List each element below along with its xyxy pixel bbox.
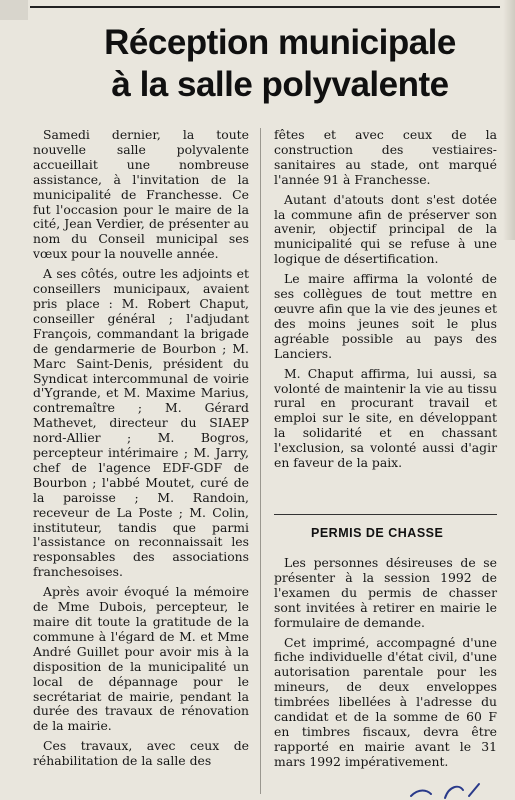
section-rule <box>274 514 497 515</box>
section-body <box>274 556 497 775</box>
article-paragraph: Ces travaux, avec ceux de réhabilitation de la salle des <box>33 738 249 769</box>
article-paragraph: Autant d'atouts dont s'est dotée la commune afin de préserver son avenir, objectif principal de la municipalité qui se refuse à une logique de désertification. <box>274 191 497 267</box>
article-column-right <box>274 128 497 476</box>
section-paragraph: Cet imprimé, accompagné d'une fiche individuelle d'état civil, d'une autorisation parentale pour les mineurs, de deux enveloppes timbrées libellées à l'adresse du candidat et de la somme de 60 F en timbres fiscaux, devra être rapporté en mairie avant le 31 mars 1992 impérativement. <box>274 634 497 769</box>
section-paragraph: Les personnes désireuses de se présenter à la session 1992 de l'examen du permis de chasser sont invitées à retirer en mairie le formulaire de demande. <box>274 555 497 630</box>
article-paragraph: A ses côtés, outre les adjoints et conseillers municipaux, avaient pris place : M. Robert Chaput, conseiller général ; l'adjudant François, commandant la brigade de gendarmerie de Bourbon ; M. Marc Saint-Denis, président du Syndicat intercommunal de voirie d'Ygrande, et M. Maxime Marius, contremaître ; M. Gérard Mathevet, directeur du SIAEP nord-Allier ; M. Bogros, percepteur intérimaire ; M. Jarry, chef de l'agence EDF-GDF de Bourbon ; l'abbé Moutet, curé de la paroisse ; M. Randoin, receveur de La Poste ; M. Colin, instituteur, tandis que parmi l'assistance on reconnaissait les responsables des associations franchesoises. <box>33 266 249 580</box>
headline-line-1: Réception municipale <box>104 23 456 62</box>
article-paragraph: Le maire affirma la volonté de ses collègues de tout mettre en œuvre afin que la vie des jeunes et des moins jeunes soit le plus agréable possible au pays des Lanciers. <box>274 271 497 361</box>
adjacent-column-fragment <box>503 0 515 240</box>
top-rule <box>30 6 500 8</box>
adjacent-article-fragment <box>0 0 28 20</box>
article-paragraph: Samedi dernier, la toute nouvelle salle polyvalente accueillait une nombreuse assistance, à l'invitation de la municipalité de Franchesse. Ce fut l'occasion pour le maire de la cité, Jean Verdier, de présenter au nom du Conseil municipal ses vœux pour la nouvelle année. <box>33 127 249 262</box>
ink-mark <box>405 778 485 800</box>
article-paragraph: M. Chaput affirma, lui aussi, sa volonté de maintenir la vie au tissu rural en procurant travail et emploi sur le site, en développant la solidarité et en chassant l'exclusion, sa volonté aussi d'agir en faveur de la paix. <box>274 365 497 471</box>
headline-line-2: à la salle polyvalente <box>111 65 449 104</box>
article-column-left <box>33 128 249 774</box>
article-paragraph: fêtes et avec ceux de la construction des vestiaires-sanitaires au stade, ont marqué l'année 91 à Franchesse. <box>274 127 497 187</box>
article-paragraph: Après avoir évoqué la mémoire de Mme Dubois, percepteur, le maire dit toute la gratitude de la commune à l'égard de M. et Mme André Guillet pour avoir mis à la disposition de la municipalité un local de dépannage pour le secrétariat de mairie, pendant la durée des travaux de rénovation de la mairie. <box>33 584 249 734</box>
column-divider <box>260 128 261 794</box>
article-headline <box>60 22 500 106</box>
section-title: PERMIS DE CHASSE <box>311 526 444 540</box>
